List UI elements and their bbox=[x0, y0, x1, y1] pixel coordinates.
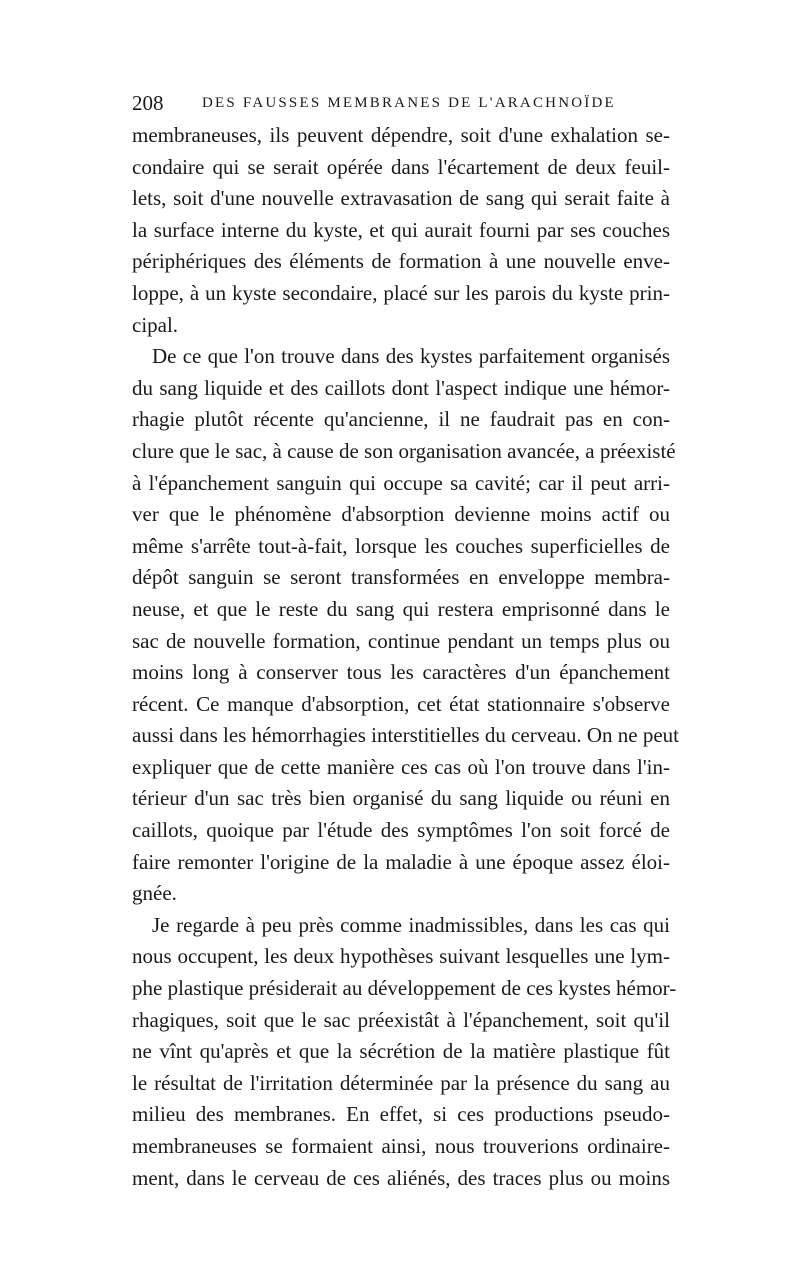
text-line: sac de nouvelle formation, continue pendant un temps plus ou bbox=[132, 628, 670, 653]
paragraph-start-line: Je regarde à peu près comme inadmissibles, dans les cas qui bbox=[152, 912, 670, 937]
text-line: ment, dans le cerveau de ces aliénés, des traces plus ou moins bbox=[132, 1165, 670, 1190]
text-line: rhagiques, soit que le sac préexistât à l'épanchement, soit qu'il bbox=[132, 1007, 670, 1032]
text-line: rhagie plutôt récente qu'ancienne, il ne faudrait pas en con- bbox=[132, 407, 670, 432]
text-line: dépôt sanguin se seront transformées en enveloppe membra- bbox=[132, 565, 670, 590]
text-line: nous occupent, les deux hypothèses suivant lesquelles une lym- bbox=[132, 944, 670, 969]
text-line: loppe, à un kyste secondaire, placé sur les parois du kyste prin- bbox=[132, 280, 670, 305]
text-line: faire remonter l'origine de la maladie à une époque assez éloi- bbox=[132, 849, 670, 874]
paragraph-start-line: De ce que l'on trouve dans des kystes parfaitement organisés bbox=[152, 344, 670, 369]
text-line: térieur d'un sac très bien organisé du sang liquide ou réuni en bbox=[132, 786, 670, 811]
text-line: du sang liquide et des caillots dont l'aspect indique une hémor- bbox=[132, 375, 670, 400]
book-page bbox=[132, 88, 680, 1194]
text-line: ver que le phénomène d'absorption devienne moins actif ou bbox=[132, 502, 670, 527]
text-line: aussi dans les hémorrhagies interstitielles du cerveau. On ne peut bbox=[132, 723, 680, 748]
text-line: neuse, et que le reste du sang qui restera emprisonné dans le bbox=[132, 596, 670, 621]
text-line: caillots, quoique par l'étude des symptômes l'on soit forcé de bbox=[132, 818, 670, 843]
text-line: cipal. bbox=[132, 312, 179, 337]
page-number: 208 bbox=[132, 91, 164, 115]
text-line: expliquer que de cette manière ces cas où l'on trouve dans l'in- bbox=[132, 754, 670, 779]
running-head bbox=[132, 88, 670, 118]
text-line: lets, soit d'une nouvelle extravasation de sang qui serait faite à bbox=[132, 186, 670, 211]
text-line: milieu des membranes. En effet, si ces productions pseudo- bbox=[132, 1102, 670, 1127]
text-line: membraneuses se formaient ainsi, nous trouverions ordinaire- bbox=[132, 1134, 670, 1158]
text-line: ne vînt qu'après et que la sécrétion de la matière plastique fût bbox=[132, 1039, 670, 1064]
text-line: le résultat de l'irritation déterminée par la présence du sang au bbox=[132, 1070, 670, 1095]
text-line: membraneuses, ils peuvent dépendre, soit d'une exhalation se- bbox=[132, 123, 670, 147]
text-line: à l'épanchement sanguin qui occupe sa cavité; car il peut arri- bbox=[132, 470, 670, 495]
text-line: clure que le sac, à cause de son organisation avancée, a préexisté bbox=[132, 438, 676, 463]
text-line: périphériques des éléments de formation à une nouvelle enve- bbox=[132, 249, 670, 274]
text-line: phe plastique présiderait au développement de ces kystes hémor- bbox=[132, 976, 677, 1001]
text-line: moins long à conserver tous les caractères d'un épanchement bbox=[132, 660, 670, 685]
body-text bbox=[132, 120, 680, 1194]
text-line: condaire qui se serait opérée dans l'écartement de deux feuil- bbox=[132, 154, 670, 179]
running-title: DES FAUSSES MEMBRANES DE L'ARACHNOÏDE bbox=[202, 95, 616, 111]
text-line: récent. Ce manque d'absorption, cet état stationnaire s'observe bbox=[132, 691, 670, 716]
text-line: gnée. bbox=[132, 881, 177, 906]
text-line: la surface interne du kyste, et qui aurait fourni par ses couches bbox=[132, 217, 670, 242]
text-line: même s'arrête tout-à-fait, lorsque les couches superficielles de bbox=[132, 533, 670, 558]
